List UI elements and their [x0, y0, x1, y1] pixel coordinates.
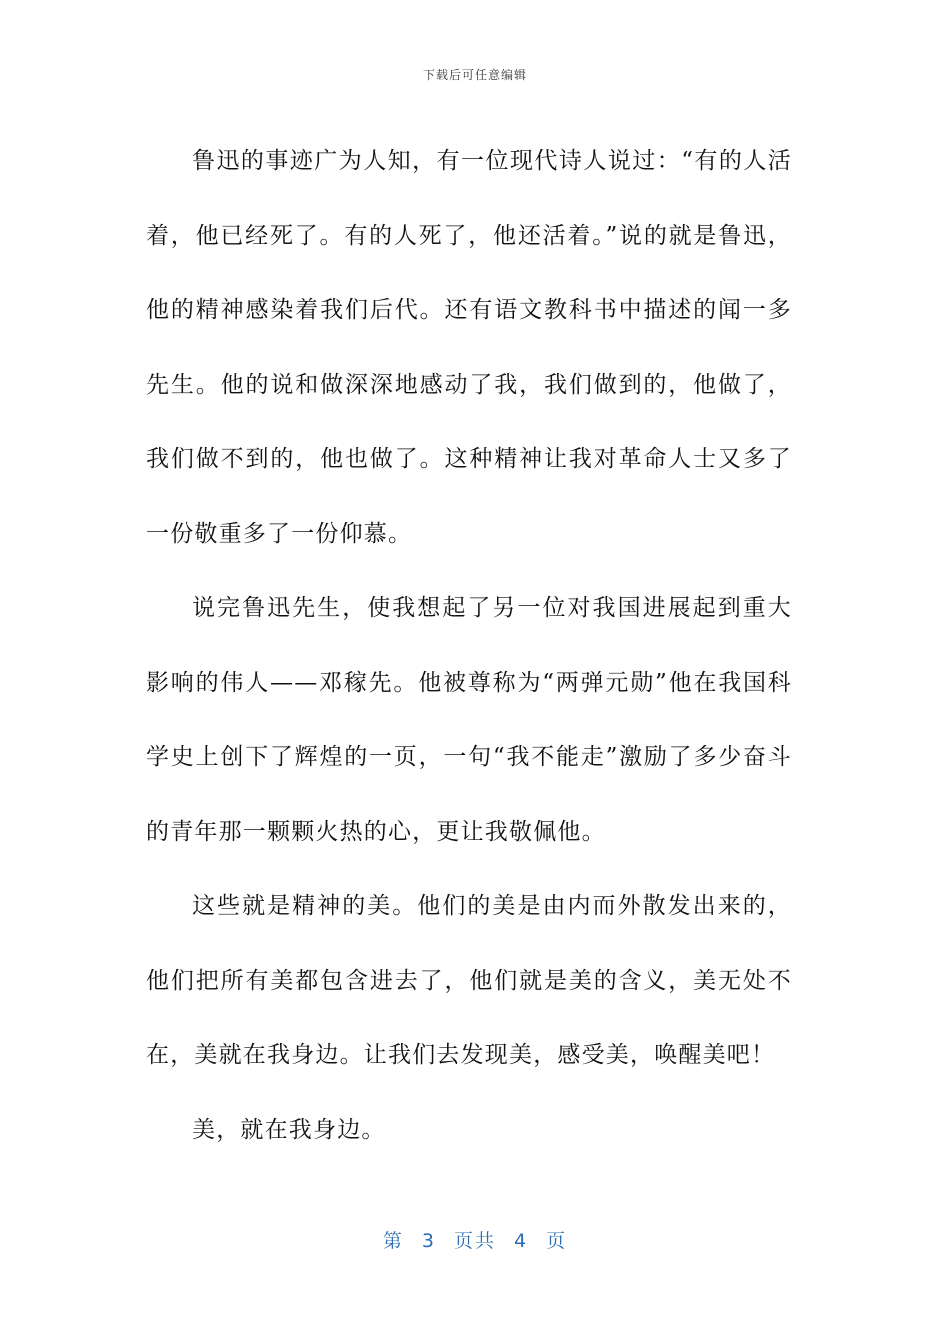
- footer-current-page: 3: [421, 1230, 436, 1252]
- footer-prefix: 第: [382, 1230, 404, 1252]
- paragraph-lu-xun: 鲁迅的事迹广为人知，有一位现代诗人说过：“有的人活着，他已经死了。有的人死了，他还活着。”说的就是鲁迅，他的精神感染着我们后代。还有语文教科书中描述的闻一多先生。他的说和做深深地感动了我，我们做到的，他做了，我们做不到的，他也做了。这种精神让我对革命人士又多了一份敬重多了一份仰慕。: [146, 148, 792, 547]
- page-number-footer: [0, 1226, 950, 1253]
- paragraph-spirit-beauty: 这些就是精神的美。他们的美是由内而外散发出来的，他们把所有美都包含进去了，他们就是美的含义，美无处不在，美就在我身边。让我们去发现美，感受美，唤醒美吧！: [146, 893, 792, 1068]
- body-text: [146, 124, 792, 1167]
- paragraph-deng-jiaxian: 说完鲁迅先生，使我想起了另一位对我国进展起到重大影响的伟人——邓稼先。他被尊称为“两弹元勋”他在我国科学史上创下了辉煌的一页，一句“我不能走”激励了多少奋斗的青年那一颗颗火热的心，更让我敬佩他。: [146, 595, 792, 845]
- header-note: 下载后可任意编辑: [422, 68, 527, 82]
- footer-total-pages: 4: [514, 1230, 529, 1252]
- paragraph-closing: 美，就在我身边。: [192, 1116, 386, 1143]
- footer-middle: 页共: [453, 1230, 496, 1252]
- footer-suffix: 页: [546, 1230, 568, 1252]
